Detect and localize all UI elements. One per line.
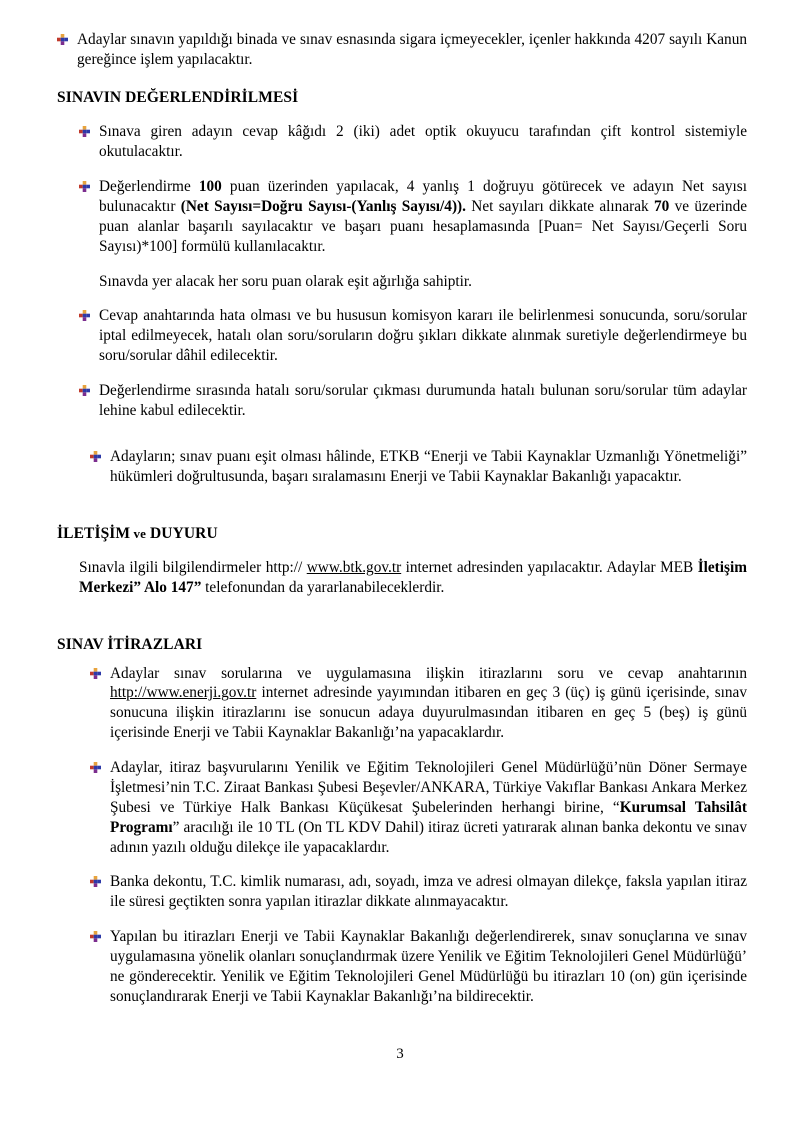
four-color-plus-bullet-icon: [90, 762, 101, 773]
spacer: [57, 291, 747, 306]
four-color-plus-bullet-icon: [90, 876, 101, 887]
scoring-bold-formula: (Net Sayısı=Doğru Sayısı-(Yanlış Sayısı/4)).: [180, 197, 466, 215]
four-color-plus-bullet-icon: [79, 126, 90, 137]
objection2-bold-program: Kurumsal Tahsilât Programı: [110, 798, 747, 836]
four-color-plus-bullet-icon: [79, 310, 90, 321]
spacer: [57, 107, 747, 122]
bullet-text-objection-payment: [110, 758, 747, 857]
link-btk-gov-tr[interactable]: www.btk.gov.tr: [306, 559, 402, 577]
spacer: [57, 655, 747, 664]
heading-conj-text: ve: [133, 525, 147, 541]
bullet-item-objection-processing: [57, 927, 747, 1007]
spacer: [57, 70, 747, 85]
spacer: [57, 912, 747, 927]
objection2-seg1: Adaylar, itiraz başvurularını Yenilik ve Eğitim Teknolojileri Genel Müdürlüğü’nün Döner Sermaye İşletmesi’nin T.C. Ziraat Bankası Şubesi Beşevler/ANKARA, Türkiye Vakıflar Bankası Ankara Merkez Şubesi ve Türkiye Halk Bankası Küçükesat Şubelerinden herhangi birine, “: [110, 759, 747, 816]
four-color-plus-bullet-icon: [57, 34, 68, 45]
paragraph-contact-info: [57, 558, 747, 598]
contact-seg3: telefonundan da yararlanabileceklerdir.: [201, 579, 445, 597]
spacer: [57, 366, 747, 381]
contact-seg1: Sınavla ilgili bilgilendirmeler http://: [79, 559, 307, 577]
link-enerji-gov-tr[interactable]: http://www.enerji.gov.tr: [110, 684, 257, 702]
bullet-text-scoring-formula: [99, 177, 747, 257]
bullet-text-smoking-rule: Adaylar sınavın yapıldığı binada ve sınav esnasında sigara içmeyecekler, içenler hakkında 4207 sayılı Kanun gereğince işlem yapılacaktır.: [77, 31, 747, 68]
spacer: [57, 487, 747, 525]
four-color-plus-bullet-icon: [79, 385, 90, 396]
bullet-text-objection-processing: Yapılan bu itirazları Enerji ve Tabii Kaynaklar Bakanlığı değerlendirerek, sınav sonuçlarına ve sınav uygulamasına yönelik olanları sonuçlandırmak üzere Yenilik ve Eğitim Teknolojileri Genel Müdürlüğü’ ne gönderecektir. Yenilik ve Eğitim Teknolojileri Genel Müdürlüğü bu itirazları 10 (on) gün içerisinde sonuçlandırarak Enerji ve Tabii Kaynaklar Bakanlığı’na bildirecektir.: [110, 928, 747, 1005]
bullet-text-answer-key-error: Cevap anahtarında hata olması ve bu hususun komisyon kararı ile belirlenmesi sonucunda, soru/sorular iptal edilmeyecek, hatalı olan soru/soruların doğru şıkları dikkate alınmak suretiyle değerlendirmeye bu soru/sorular dâhil edilecektir.: [99, 307, 747, 365]
page-content: [57, 30, 747, 1007]
heading-iletisim-tail: DUYURU: [150, 524, 218, 542]
scoring-seg2: puan üzerinden yapılacak, 4 yanlış 1 doğruyu götürecek ve adayın Net sayısı bulunacaktır: [99, 178, 747, 215]
spacer: [57, 598, 747, 636]
bullet-item-answer-key-error: [57, 306, 747, 366]
scoring-seg4: ve üzerinde puan alanlar başarılı sayılacaktır ve başarı puanı hesaplamasında [Puan= Net Sayısı/Geçerli Soru Sayısı)*100] formülü kullanılacaktır.: [99, 197, 748, 255]
bullet-item-objection-payment: [57, 758, 747, 857]
bullet-item-optic-reader: [57, 122, 747, 162]
bullet-item-objection-invalid: [57, 872, 747, 912]
bullet-item-faulty-questions: [57, 381, 747, 421]
spacer: [57, 857, 747, 872]
bullet-text-faulty-questions: Değerlendirme sırasında hatalı soru/sorular çıkması durumunda hatalı bulunan soru/sorular tüm adaylar lehine kabul edilecektir.: [99, 382, 747, 419]
four-color-plus-bullet-icon: [90, 668, 101, 679]
page-number: 3: [396, 1046, 404, 1062]
objection1-seg2: internet adresinde yayımından itibaren en geç 3 (üç) iş günü içerisinde, sınav sonucuna ilişkin itirazlarını ise sonucun adaya duyurulmasından itibaren en geç 5 (beş) iş günü içerisinde Enerji ve Tabii Kaynaklar Bakanlığı’na yapacaklardır.: [110, 684, 747, 742]
bullet-item-objection-deadline: [57, 664, 747, 744]
heading-iletisim-main: İLETİŞİM: [57, 524, 131, 542]
heading-sinavin-degerlendirilmesi: SINAVIN DEĞERLENDİRİLMESİ: [57, 88, 299, 106]
bullet-item-tie-breaking: [57, 447, 747, 487]
spacer: [57, 543, 747, 558]
bullet-text-objection-deadline: [110, 664, 747, 744]
bullet-text-optic-reader: Sınava giren adayın cevap kâğıdı 2 (iki) adet optik okuyucu tarafından çift kontrol sistemiyle okutulacaktır.: [99, 123, 747, 161]
scoring-bold-100: 100: [198, 178, 222, 196]
contact-seg2: internet adresinden yapılacaktır. Adaylar MEB: [401, 559, 698, 577]
objection2-seg2: ” aracılığı ile 10 TL (On TL KDV Dahil) itiraz ücreti yatırarak alınan banka dekontu ve sınav adının yazılı olduğu dilekçe ile yapacaklardır.: [110, 818, 747, 856]
four-color-plus-bullet-icon: [90, 931, 101, 942]
four-color-plus-bullet-icon: [90, 451, 101, 462]
spacer: [57, 162, 747, 177]
heading-iletisim-ve-duyuru: [57, 525, 747, 544]
contact-bold-alo147: İletişim Merkezi” Alo 147”: [79, 559, 747, 597]
four-color-plus-bullet-icon: [79, 181, 90, 192]
bullet-text-tie-breaking: Adayların; sınav puanı eşit olması hâlinde, ETKB “Enerji ve Tabii Kaynaklar Uzmanlığı Yönetmeliği” hükümleri doğrultusunda, başarı sıralamasını Enerji ve Tabii Kaynaklar Bakanlığı yapacaktır.: [110, 447, 747, 485]
scoring-bold-70: 70: [653, 197, 670, 215]
spacer: [57, 257, 747, 272]
spacer: [57, 743, 747, 758]
scoring-seg1: Değerlendirme: [99, 178, 199, 196]
objection1-seg1: Adaylar sınav sorularına ve uygulamasına ilişkin itirazlarını soru ve cevap anahtarının: [110, 664, 747, 682]
spacer: [57, 421, 747, 447]
heading-sinav-itirazlari: SINAV İTİRAZLARI: [57, 635, 203, 653]
scoring-seg3: Net sayıları dikkate alınarak: [465, 197, 654, 215]
paragraph-equal-weight: Sınavda yer alacak her soru puan olarak eşit ağırlığa sahiptir.: [99, 272, 472, 290]
bullet-text-objection-invalid: Banka dekontu, T.C. kimlik numarası, adı, soyadı, imza ve adresi olmayan dilekçe, faksla yapılan itiraz ile süresi geçtikten sonra yapılan itirazlar dikkate alınmayacaktır.: [110, 873, 747, 911]
bullet-item-scoring-formula: [57, 177, 747, 257]
bullet-item-smoking-rule: [57, 30, 747, 70]
